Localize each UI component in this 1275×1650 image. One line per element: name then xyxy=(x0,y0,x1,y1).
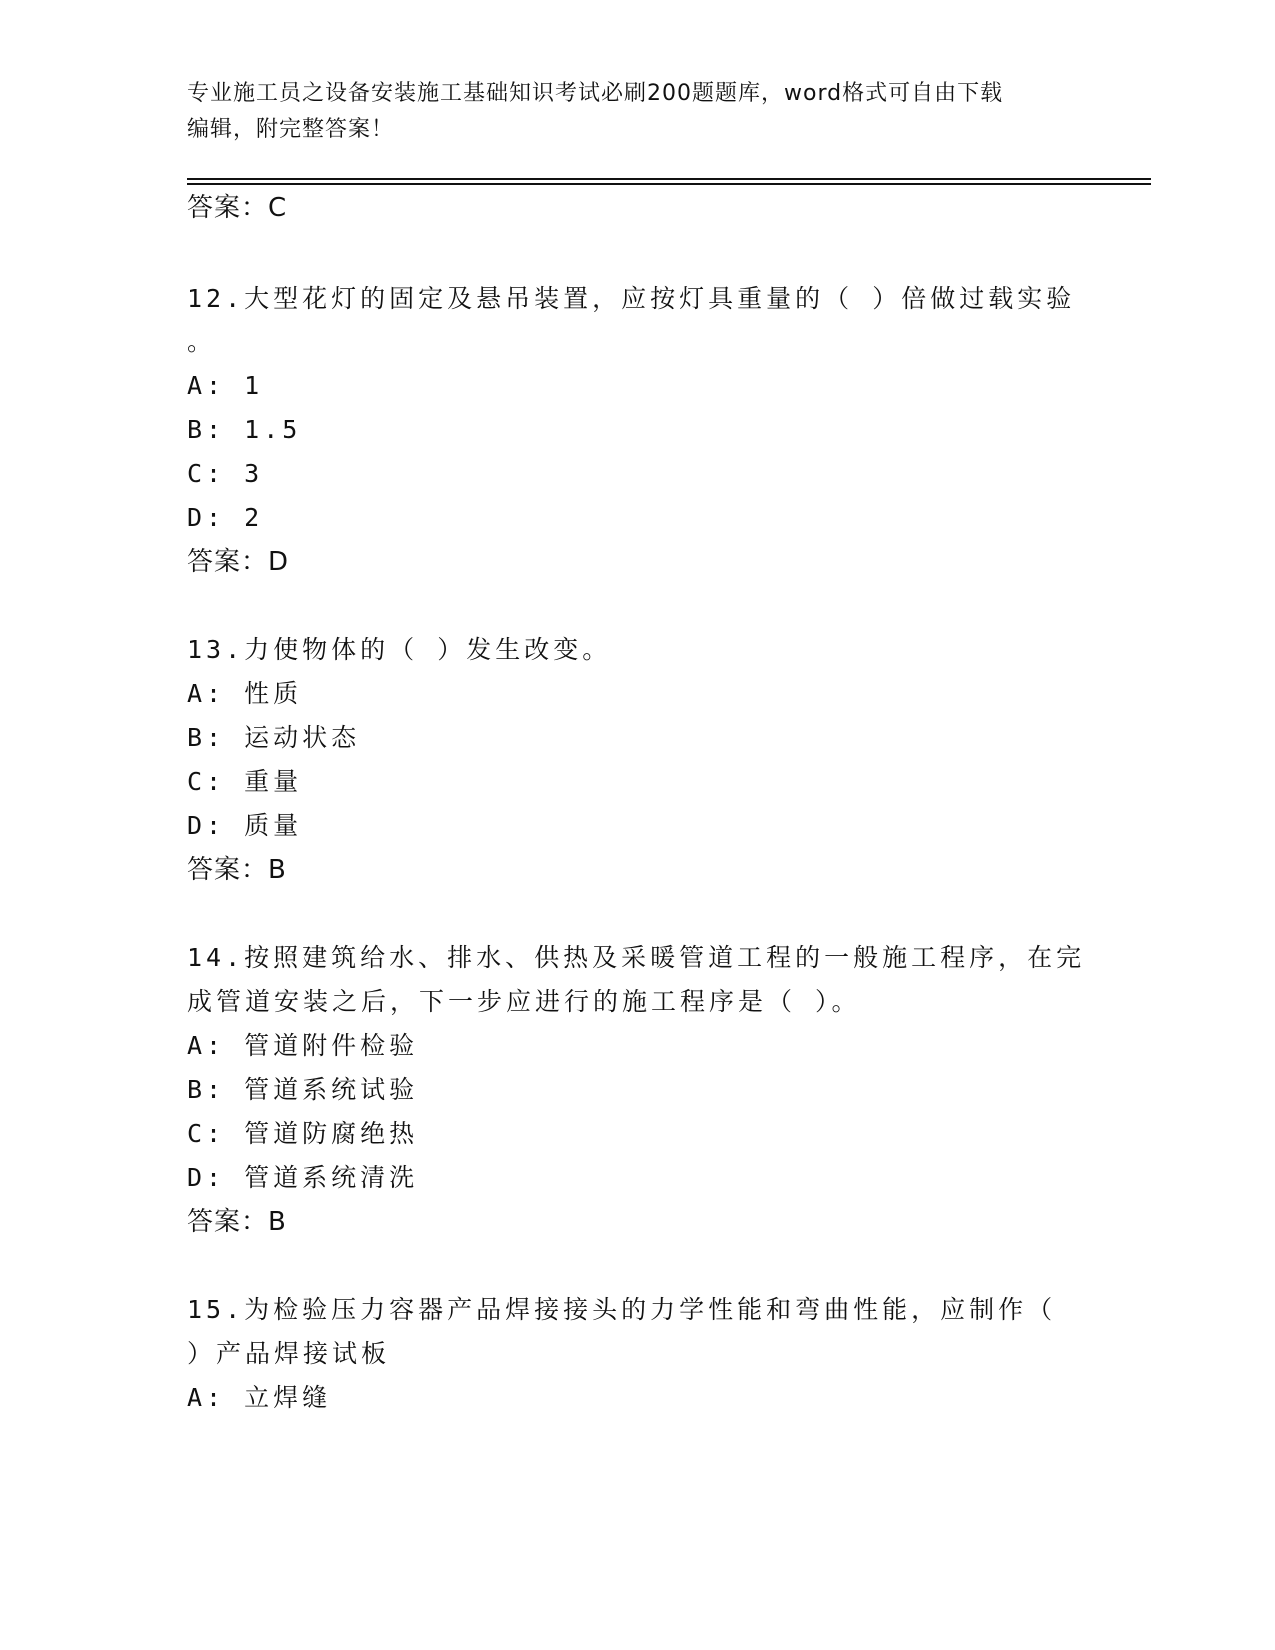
question-15-option-a: A: 立焊缝 xyxy=(187,1383,332,1412)
question-13-answer: 答案：B xyxy=(187,855,287,885)
question-14-stem: 14.按照建筑给水、排水、供热及采暖管道工程的一般施工程序，在完 xyxy=(187,943,1086,972)
question-13-option-b: B: 运动状态 xyxy=(187,723,361,752)
question-14-option-a: A: 管道附件检验 xyxy=(187,1031,419,1060)
question-15-stem-cont: ）产品焊接试板 xyxy=(187,1339,391,1368)
question-14-answer: 答案：B xyxy=(187,1207,287,1237)
question-13-option-c: C: 重量 xyxy=(187,767,303,796)
header-line-1: 专业施工员之设备安装施工基础知识考试必刷200题题库，word格式可自由下载 xyxy=(187,81,1004,106)
question-14-option-c: C: 管道防腐绝热 xyxy=(187,1119,419,1148)
question-13-stem: 13.力使物体的（ ）发生改变。 xyxy=(187,635,612,664)
question-14-option-d: D: 管道系统清洗 xyxy=(187,1163,419,1192)
question-12-answer: 答案：D xyxy=(187,547,290,577)
document-header xyxy=(187,76,1087,148)
question-12-option-c: C: 3 xyxy=(187,459,264,488)
question-12-option-d: D: 2 xyxy=(187,503,264,532)
question-15-stem: 15.为检验压力容器产品焊接接头的力学性能和弯曲性能，应制作（ xyxy=(187,1295,1057,1324)
header-line-2: 编辑，附完整答案！ xyxy=(187,117,395,142)
question-13-option-d: D: 质量 xyxy=(187,811,303,840)
previous-answer: 答案：C xyxy=(187,193,288,223)
question-12-option-a: A: 1 xyxy=(187,371,264,400)
question-13-option-a: A: 性质 xyxy=(187,679,303,708)
question-12-stem-cont: 。 xyxy=(187,327,217,356)
question-14-option-b: B: 管道系统试验 xyxy=(187,1075,419,1104)
question-12-option-b: B: 1.5 xyxy=(187,415,302,444)
header-rule-bottom xyxy=(187,183,1151,185)
question-14-stem-cont: 成管道安装之后，下一步应进行的施工程序是（ ）。 xyxy=(187,987,861,1016)
header-rule-top xyxy=(187,178,1151,180)
question-12-stem: 12.大型花灯的固定及悬吊装置，应按灯具重量的（ ）倍做过载实验 xyxy=(187,284,1076,313)
